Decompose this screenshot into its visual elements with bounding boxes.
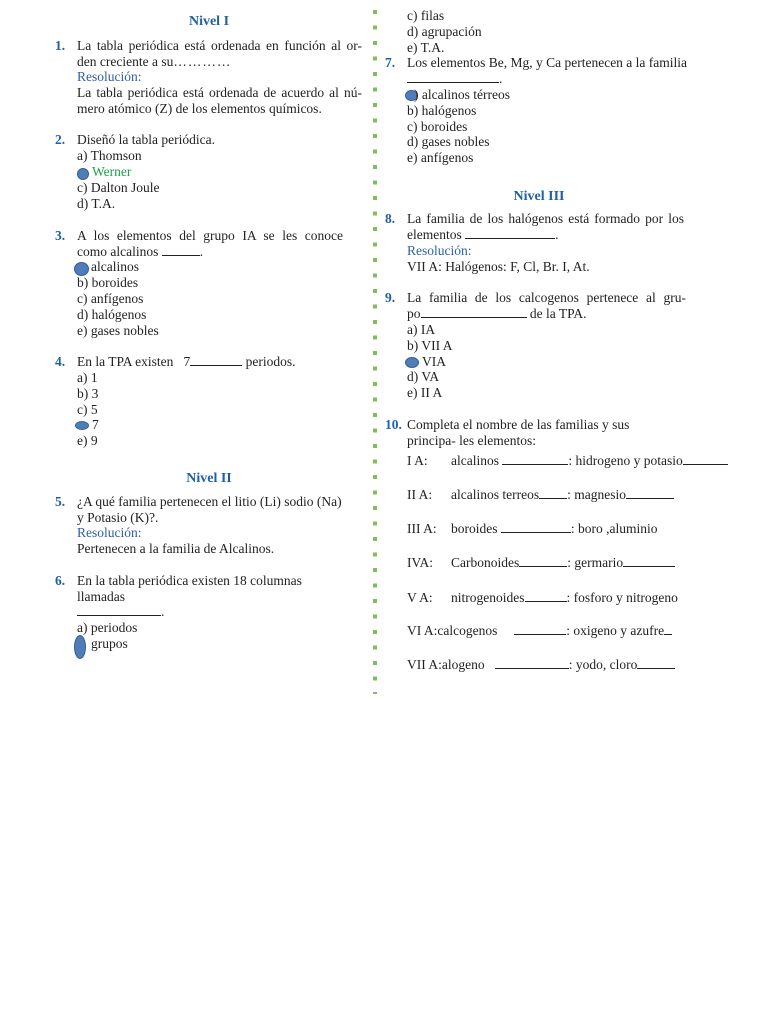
q7-option-b[interactable]: b) halógenos	[407, 103, 477, 118]
q6-number: 6.	[55, 573, 66, 588]
q6-option-b[interactable]: grupos	[91, 636, 128, 651]
q10-number: 10.	[385, 417, 402, 432]
q10-row-1-blank[interactable]	[502, 453, 568, 465]
q5-line-2: y Potasio (K)?.	[77, 510, 159, 525]
column-divider	[373, 10, 377, 694]
q10-row-4-group: IVA:	[407, 555, 434, 570]
q10-row-7-blank-end[interactable]	[637, 657, 675, 669]
q2-option-d[interactable]: d) T.A.	[77, 196, 116, 211]
q10-row-2	[407, 487, 674, 503]
q10-row-7-elements: : yodo, cloro	[568, 657, 638, 672]
q10-row-3-group: III A:	[407, 521, 437, 536]
q3-line-1: A los elementos del grupo IA se les conoce	[77, 228, 343, 243]
q5-answer: Pertenecen a la familia de Alcalinos.	[77, 541, 275, 556]
q10-line-1: Completa el nombre de las familias y sus	[407, 417, 630, 432]
q7-option-a[interactable]: ) alcalinos térreos	[414, 87, 510, 102]
q10-row-7-group: VII A:	[407, 657, 442, 672]
q10-row-3-elements: : boro ,aluminio	[570, 521, 658, 536]
q1-line-1: La tabla periódica está ordenada en función al or-	[77, 38, 362, 53]
q6-option-e[interactable]: e) T.A.	[407, 40, 445, 55]
q7-blank-line: .	[407, 71, 502, 87]
q3-option-c[interactable]: c) anfígenos	[77, 291, 144, 306]
q10-row-6-blank-end[interactable]	[664, 623, 672, 635]
q4-fill: 7	[183, 354, 191, 369]
q6-selected-mark	[74, 635, 86, 659]
q7-option-e[interactable]: e) anfígenos	[407, 150, 474, 165]
q9-selected-mark	[405, 357, 419, 368]
q7-number: 7.	[385, 55, 396, 70]
q4-number: 4.	[55, 354, 66, 369]
q4-selected-mark	[75, 421, 89, 430]
q10-row-5-group: V A:	[407, 590, 433, 605]
q10-row-3	[407, 521, 658, 537]
q2-option-c[interactable]: c) Dalton Joule	[77, 180, 160, 195]
q10-row-7	[407, 657, 675, 673]
q10-row-2-blank[interactable]	[539, 487, 567, 499]
q4-option-d[interactable]: 7	[92, 417, 99, 432]
q5-resolution-label: Resolución:	[77, 525, 142, 540]
q7-option-c[interactable]: c) boroides	[407, 119, 468, 134]
q6-line-2: llamadas	[77, 589, 125, 604]
q7-blank[interactable]	[407, 71, 499, 83]
q7-option-d[interactable]: d) gases nobles	[407, 134, 490, 149]
q9-line-2-tail: de la TPA.	[529, 306, 587, 321]
q5-number: 5.	[55, 494, 66, 509]
q1-line-2	[77, 54, 231, 70]
q10-row-3-name: boroides	[451, 521, 498, 536]
q10-row-6-elements: : oxigeno y azufre	[566, 623, 665, 638]
q9-blank[interactable]	[421, 306, 527, 318]
q4-option-e[interactable]: e) 9	[77, 433, 98, 448]
q1-resolution-label: Resolución:	[77, 69, 142, 84]
q4-option-c[interactable]: c) 5	[77, 402, 98, 417]
q9-option-e[interactable]: e) II A	[407, 385, 443, 400]
heading-nivel-2: Nivel II	[186, 471, 232, 486]
q8-number: 8.	[385, 211, 396, 226]
q10-row-1-elements: : hidrogeno y potasio	[568, 453, 683, 468]
q10-row-6-group: VI A:	[407, 623, 438, 638]
q8-resolution-label: Resolución:	[407, 243, 472, 258]
q8-answer: VII A: Halógenos: F, Cl, Br. I, At.	[407, 259, 590, 274]
q10-row-4-name: Carbonoides	[451, 555, 520, 570]
q2-option-b[interactable]: Werner	[92, 164, 132, 179]
q2-selected-mark	[77, 168, 89, 180]
q10-row-1-blank-end[interactable]	[683, 453, 728, 465]
q10-row-4-blank-end[interactable]	[623, 555, 675, 567]
q3-number: 3.	[55, 228, 66, 243]
q10-row-5-blank[interactable]	[525, 590, 567, 602]
q7-stem: Los elementos Be, Mg, y Ca pertenecen a la familia	[407, 55, 688, 70]
heading-nivel-1: Nivel I	[188, 14, 230, 29]
q10-row-2-name: alcalinos terreos	[451, 487, 540, 502]
q9-option-d[interactable]: d) VA	[407, 369, 440, 384]
q3-option-e[interactable]: e) gases nobles	[77, 323, 159, 338]
q3-option-d[interactable]: d) halógenos	[77, 307, 147, 322]
q10-row-1	[407, 453, 728, 469]
q1-answer-line-2: mero atómico (Z) de los elementos químicos.	[77, 101, 322, 116]
q10-row-2-group: II A:	[407, 487, 433, 502]
q10-row-7-blank[interactable]	[495, 657, 569, 669]
q2-number: 2.	[55, 132, 66, 147]
q9-line-2-text: po	[407, 306, 421, 321]
q8-line-2: elementos .	[407, 227, 559, 242]
q10-row-3-blank[interactable]	[501, 521, 571, 533]
q1-line-2-text: den creciente a su	[77, 54, 174, 69]
q10-row-2-blank-end[interactable]	[626, 487, 674, 499]
q10-row-6-name: calcogenos	[437, 623, 498, 638]
q10-row-2-elements: : magnesio	[567, 487, 626, 502]
q10-row-6-blank[interactable]	[514, 623, 566, 635]
q3-selected-mark	[74, 262, 89, 276]
q10-row-1-name: alcalinos	[451, 453, 499, 468]
q6-option-a[interactable]: a) periodos	[77, 620, 138, 635]
q1-dots: …………	[173, 54, 232, 69]
q9-option-c[interactable]: VIA	[422, 354, 446, 369]
q6-line-1: En la tabla periódica existen 18 columnas	[77, 573, 302, 588]
q10-row-5-name: nitrogenoides	[451, 590, 525, 605]
q8-blank[interactable]	[465, 227, 555, 239]
q4-blank[interactable]	[190, 354, 242, 366]
q10-row-4	[407, 555, 675, 571]
q8-line-1: La familia de los halógenos está formado por los	[407, 211, 684, 226]
q2-option-a[interactable]: a) Thomson	[77, 148, 142, 163]
q10-row-1-group: I A:	[407, 453, 428, 468]
q4-option-a[interactable]: a) 1	[77, 370, 98, 385]
q10-row-5	[407, 590, 678, 606]
q4-stem-text: En la TPA existen	[77, 354, 174, 369]
q3-line-2: como alcalinos .	[77, 244, 204, 259]
q8-line-2-text: elementos	[407, 227, 462, 242]
q9-option-a[interactable]: a) IA	[407, 322, 436, 337]
q6-option-c[interactable]: c) filas	[407, 8, 445, 23]
q4-after: periodos.	[245, 354, 296, 369]
q2-stem: Diseñó la tabla periódica.	[77, 132, 215, 147]
q4-option-b[interactable]: b) 3	[77, 386, 99, 401]
q4-stem	[77, 354, 296, 370]
q10-row-6	[407, 623, 672, 639]
q1-number: 1.	[55, 38, 66, 53]
q10-row-7-name: alogeno	[441, 657, 485, 672]
q6-option-d[interactable]: d) agrupación	[407, 24, 482, 39]
q1-answer-line-1: La tabla periódica está ordenada de acuerdo al nú-	[77, 85, 362, 100]
q3-option-a[interactable]: alcalinos	[91, 259, 139, 274]
q6-blank[interactable]	[77, 604, 161, 616]
q10-row-5-elements: : fosforo y nitrogeno	[566, 590, 678, 605]
q10-row-4-elements: : germario	[567, 555, 624, 570]
heading-nivel-3: Nivel III	[513, 189, 565, 204]
q6-blank-line: .	[77, 604, 164, 620]
q3-line-2-text: como alcalinos	[77, 244, 159, 259]
q3-blank[interactable]	[162, 244, 200, 256]
q9-option-b[interactable]: b) VII A	[407, 338, 453, 353]
q9-line-1: La familia de los calcogenos pertenece al gru-	[407, 290, 686, 305]
q10-line-2: principa- les elementos:	[407, 433, 536, 448]
q9-line-2	[407, 306, 587, 322]
q5-line-1: ¿A qué familia pertenecen el litio (Li) sodio (Na)	[77, 494, 342, 509]
q10-row-4-blank[interactable]	[519, 555, 567, 567]
q3-option-b[interactable]: b) boroides	[77, 275, 139, 290]
q9-number: 9.	[385, 290, 396, 305]
